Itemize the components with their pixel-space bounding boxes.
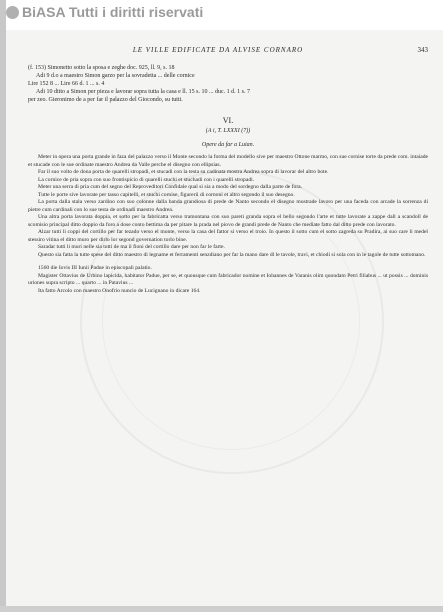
brand-text: BiASA Tutti i diritti riservati <box>22 4 204 20</box>
document-page <box>28 46 428 295</box>
watermark-banner <box>0 0 443 30</box>
note-line: Adi 10 ditto a Simon per pieza e lavorar sopra tutta la casa e ll. 15 s. 10 ... duc. 1 d. 1 s. 7 <box>36 89 250 95</box>
paragraph: Una altra porta lavorata doppia, et sotto per la fabricatta verso tramontana con suo pareti granda sopra el bello segondo l'arte et tutte lavorate a zappe dall a scandoll de scomisio principal ditto doppio da foro a dose conto bettima da per pitare la prada nel piovo de grandi prede de Nanto che mediate fatto dal ditto prede con lavorato. <box>28 214 428 228</box>
paragraph: Far il suo volto de dona porta de quarelli stropadi, et stucadi con la testa su cadinata mostra Andrea sopra di lavorar del altro bote. <box>38 169 329 175</box>
biasa-logo-icon <box>6 6 19 19</box>
paragraph: Meter una serra di pria cum del segno del Reproveditori Confidale qual si sia a modo del sordegno dalla parte de fora. <box>38 184 303 190</box>
section-number: VI. <box>222 116 234 125</box>
running-head: LE VILLE EDIFICATE DA ALVISE CORNARO <box>132 46 304 54</box>
paragraph-latin: Magister Ottavius de Urbino lapicida, habitator Padue, per se, et quousque cum fabricador nomine et Iohannes de Varanis olim quondam Petri filiabus ... ut possis ... dominis uriones supra scripto ... quarto ... in Patavius ... <box>28 272 428 286</box>
paragraph: Alzar tutti li coppi del cortillo per far tezado verso el monte, verso la casa del fattor si verso el troio. In questo il sotto cum el sotto zagreda su Pradira, ai suo care li medel stessiro vitina el ditto muro per dirlo lor segond governation torlo bine. <box>28 229 428 243</box>
paragraph: Saradar tutti li muri nelle sia tutti de ma il fioni del cortillo dare per non far le farte. <box>38 244 225 250</box>
note-line: (f. 153) Simonetto sotto la sposa e zeghe doc. 925, ll. 9, s. 18 <box>28 65 175 71</box>
scan-bottom-edge <box>0 606 443 612</box>
section-reference: (A i, T. LXXXI (7)) <box>205 128 251 134</box>
page-number: 343 <box>417 46 428 54</box>
note-line: Adi 9 d.o a maestro Simon garzo per la sovradetta ... delle cornice <box>36 73 195 79</box>
paragraph: Tutte le porte sive lavorate per tasso capitelli, et stuchi cornise, figurerii di cornoni et altro segondo il suo desegno. <box>38 191 295 198</box>
closing-line: Ita fatto Arcolo con maestro Onofrio nuncio de Lucignano in dicare 164. <box>38 287 201 294</box>
paragraph-date: 1560 die Iovis III Iunii Padue in episcopali palatio. <box>38 265 152 271</box>
note-line: Lire 152 8 ... Lire 66 d. 1 ... s. 4 <box>28 81 105 87</box>
paragraph: Questo sia fatta la tutte spese del ditto maestro di legname et ferramenti senzdiano per far la mano dare dl le tavole, travi, et chiodi si sola con in le tagole de tutte sottomano. <box>38 251 426 258</box>
paragraph: La cornice de pria sopra con suo frontispicio di quarelli stuchi et stuchadi con i quarelli stropadi. <box>38 176 255 183</box>
brand-label <box>6 4 203 20</box>
note-line: per zeo. Gieronimo de a per far il palazzo del Giocondo, su tutti. <box>28 97 183 103</box>
notes-block <box>28 64 428 104</box>
paragraph: Meter in opera una porta grande in faza del palazzo verso il Monte secondo la forma del modello sive per maestro Ottone marmo, con sue cornise torte da prede com. intaiade et stucade con le sue ordinate maestro Andrea da Valle perche el disegno con ellipsias. <box>28 154 428 168</box>
paragraph: La porta dalla stala verso zardino con suo colonne dalla banda grandiosa di prede de Nanto secondo el disegno mostrade lavoro per una faceda con arcade la sorrenza di pietre cum cardinali con lo sue testa de ordinadi maestro Andrea. <box>28 199 428 213</box>
scan-left-edge <box>0 0 6 612</box>
body-text <box>28 154 428 295</box>
document-title: Opere da far a Luian. <box>201 142 255 148</box>
